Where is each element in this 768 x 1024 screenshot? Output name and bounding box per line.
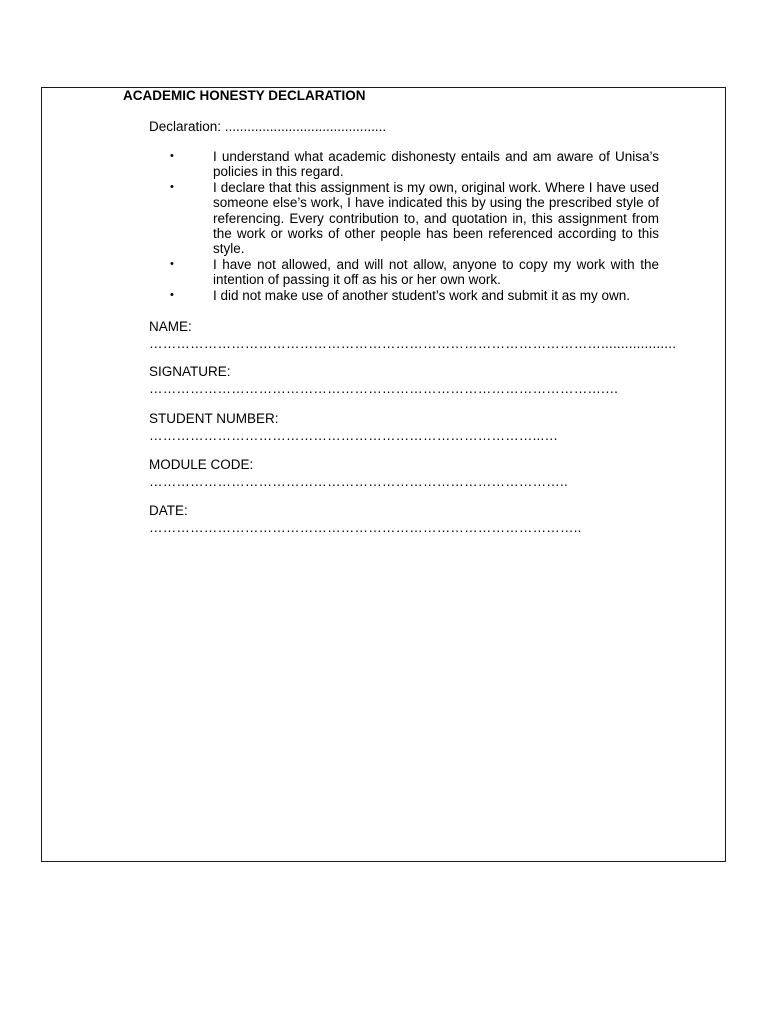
signature-field [149, 363, 619, 397]
module-code-field [149, 456, 568, 490]
declaration-line: Declaration: ........................................... [149, 119, 387, 134]
name-label: NAME: [149, 319, 192, 334]
bullet-text: I understand what academic dishonesty entails and am aware of Unisa’s policies in this regard. [213, 149, 659, 180]
student-number-label: STUDENT NUMBER: [149, 411, 279, 426]
student-number-field [149, 410, 558, 444]
list-item [168, 149, 659, 180]
bullet-text: I declare that this assignment is my own, original work. Where I have used someone else’s work, I have indicated this by using the prescribed style of referencing. Every contribution to, and quotation in, this assignment from the work or works of other people has been referenced according to this style. [213, 179, 659, 257]
date-fill-line: ………………………………………………………………………………….. [149, 520, 582, 535]
document-title: ACADEMIC HONESTY DECLARATION [123, 88, 366, 103]
bullet-icon: • [170, 257, 174, 270]
bullet-icon: • [170, 180, 174, 193]
module-code-label: MODULE CODE: [149, 457, 254, 472]
declaration-bullet-list [168, 149, 659, 303]
bullet-text: I have not allowed, and will not allow, anyone to copy my work with the intention of passing it off as his or her own work. [213, 256, 659, 288]
date-field [149, 502, 582, 536]
bullet-icon: • [170, 150, 174, 162]
name-field [149, 318, 676, 352]
signature-fill-line: ……………………………………………………………………………………….… [149, 381, 619, 396]
list-item [168, 257, 659, 288]
list-item [168, 288, 659, 303]
list-item [168, 180, 659, 257]
student-number-fill-line: …………………………………………………………………………...… [149, 428, 559, 443]
signature-label: SIGNATURE: [149, 364, 231, 379]
date-label: DATE: [149, 503, 188, 518]
bullet-text: I did not make use of another student’s work and submit it as my own. [213, 287, 630, 303]
name-fill-line: ………………………………………………………………………………………................... [149, 336, 677, 351]
module-code-fill-line: ……………………………………………………………………………….. [149, 474, 568, 489]
bullet-icon: • [170, 288, 174, 301]
